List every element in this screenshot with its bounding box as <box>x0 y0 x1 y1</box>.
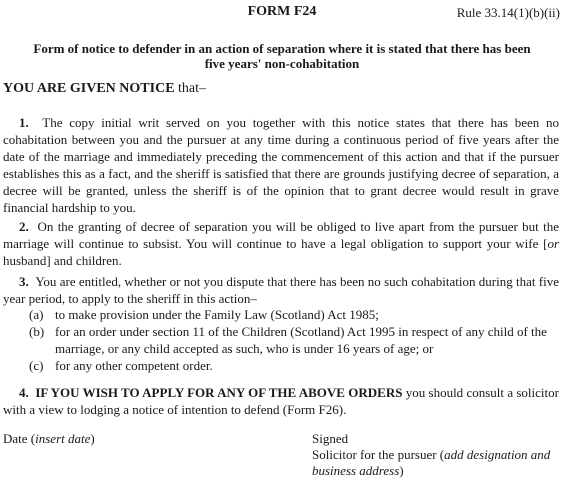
form-title-line-2: five years' non-cohabitation <box>204 56 360 71</box>
list-item-text: to make provision under the Family Law (Scotland) Act 1985; <box>55 307 379 322</box>
rule-reference: Rule 33.14(1)(b)(ii) <box>456 5 560 20</box>
list-item-label: (b) <box>29 324 45 339</box>
notice-tail: that– <box>174 81 207 96</box>
paragraph-text: husband] and children. <box>3 253 122 268</box>
paragraph-1 <box>3 114 559 216</box>
form-title-line-1: Form of notice to defender in an action of separation where it is stated that there has been <box>33 41 531 56</box>
list-item-label: (c) <box>29 358 44 373</box>
solicitor-label <box>312 447 562 479</box>
date-field <box>3 431 95 447</box>
date-placeholder: insert date <box>35 431 91 446</box>
notice-lead: YOU ARE GIVEN NOTICE <box>3 81 175 96</box>
solicitor-close: ) <box>399 463 404 478</box>
paragraph-caps: IF YOU WISH TO APPLY FOR ANY OF THE ABOVE ORDERS <box>35 385 403 400</box>
list-item-text-continued: marriage, or any child accepted as such, who is under 16 years of age; or <box>55 341 434 356</box>
list-item-label: (a) <box>29 307 44 322</box>
paragraph-number: 2. <box>19 219 29 234</box>
list-item <box>3 323 559 357</box>
form-title <box>20 41 544 71</box>
solicitor-placeholder: add designation and business address <box>312 447 551 478</box>
list-item-text: for any other competent order. <box>55 358 213 373</box>
list-item <box>3 357 559 374</box>
signature-block <box>312 431 562 479</box>
paragraph-2 <box>3 218 559 269</box>
paragraph-number: 1. <box>19 115 29 130</box>
signed-label: Signed <box>312 431 349 446</box>
form-id: FORM F24 <box>247 4 317 19</box>
paragraph-text: you should consult a solicitor with a view to lodging a notice of intention to defend (Form F26). <box>3 385 559 417</box>
paragraph-number: 3. <box>19 274 29 289</box>
paragraph-text-italic: or <box>547 236 559 251</box>
solicitor-text: Solicitor for the pursuer ( <box>312 447 445 462</box>
date-close: ) <box>90 431 95 446</box>
paragraph-3 <box>3 273 559 307</box>
paragraph-4 <box>3 384 559 418</box>
list-item <box>3 306 559 323</box>
paragraph-text: On the granting of decree of separation you will be obliged to live apart from the pursuer but the marriage will continue to subsist. You will continue to have a legal obligation to support your wife [ <box>3 219 559 251</box>
paragraph-text: You are entitled, whether or not you dispute that there has been no such cohabitation during that five year period, to apply to the sheriff in this action– <box>3 274 559 306</box>
paragraph-number: 4. <box>19 385 29 400</box>
list-item-text: for an order under section 11 of the Children (Scotland) Act 1995 in respect of any child of the <box>55 324 547 339</box>
paragraph-text: The copy initial writ served on you together with this notice states that there has been no cohabitation between you and the pursuer at any time during a continuous period of five years after the date of the marriage and immediately preceding the commencement of this action and that if the pursuer establishes this as a fact, and the sheriff is satisfied that there are grounds justifying decree of separation, a decree will be granted, unless the sheriff is of the opinion that to grant decree would result in grave financial hardship to you. <box>3 115 560 215</box>
date-label: Date ( <box>3 431 36 446</box>
notice-heading <box>3 81 206 97</box>
